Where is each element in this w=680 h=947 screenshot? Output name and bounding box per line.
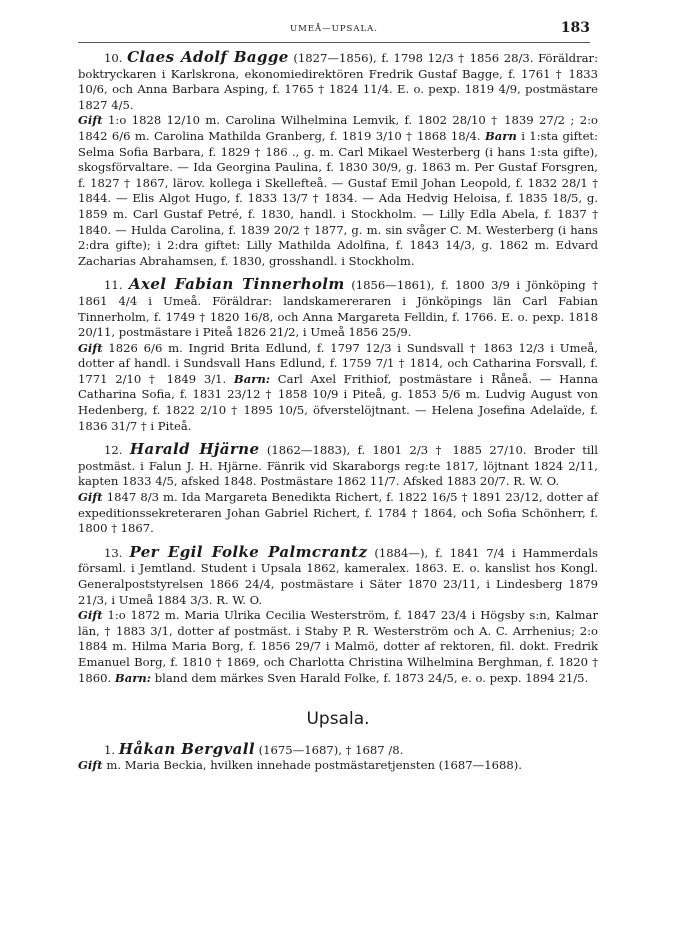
entry-name: Claes Adolf Bagge	[127, 48, 289, 66]
entry-10	[78, 50, 598, 269]
entry-name: Harald Hjärne	[129, 440, 260, 459]
barn-label: Barn:	[233, 371, 271, 386]
page-header	[78, 22, 590, 43]
entry-biography: (1862—1883), f. 1801 2/3 † 1885 27/10. Broder till postmäst. i Falun J. H. Hjärne. Fänrik vid Skaraborgs reg:te 1817, löjtnant 1824 2/11, kapten 1833 4/5, afsked 1848. Postmästare 1862 11/7. Afsked 1883 20/7. R. W. O.	[78, 443, 599, 489]
entry-11	[78, 277, 598, 434]
gift-label: Gift	[78, 490, 103, 505]
page-number: 183	[560, 20, 590, 36]
entry-number: 10.	[104, 51, 123, 65]
running-title: UMEÅ—UPSALA.	[289, 24, 379, 34]
gift-label: Gift	[78, 608, 103, 623]
gift-label: Gift	[78, 758, 103, 773]
gift-text: 1826 6/6 m. Ingrid Brita Edlund, f. 1797 12/3 i Sundsvall † 1863 12/3 i Umeå, dotter af handl. i Sundsvall Hans Edlund, f. 1759 7/1 † 1814, och Catharina Forsvall, f. 1771 2/10 † 1849 3/1.	[78, 340, 598, 386]
gift-text: m. Maria Beckia, hvilken innehade postmästaretjensten (1687—1688).	[102, 758, 522, 773]
entry-name: Per Egil Folke Palmcrantz	[129, 542, 368, 561]
entry-biography: (1856—1861), f. 1800 3/9 i Jönköping † 1861 4/4 i Umeå. Föräldrar: landskamereraren i Jönköpings län Carl Fabian Tinnerholm, f. 1749 † 1820 16/8, och Anna Margareta Felldin, f. 1766. E. o. pexp. 1818 20/11, postmästare i Piteå 1826 21/2, i Umeå 1856 25/9.	[78, 278, 599, 340]
gift-label: Gift	[78, 113, 103, 128]
barn-label: Barn	[485, 128, 517, 143]
entry-number: 11.	[104, 278, 123, 293]
entry-13	[78, 542, 598, 686]
barn-text: bland dem märkes Sven Harald Folke, f. 1873 24/5, e. o. pexp. 1894 21/5.	[151, 670, 589, 685]
entry-number: 1.	[104, 742, 116, 757]
page-body	[78, 50, 598, 782]
entry-12	[78, 442, 598, 537]
barn-text: i 1:sta giftet: Selma Sofia Barbara, f. 1829 † 186 ., g. m. Carl Mikael Westerberg (i hans 1:sta gifte), skogsförvaltare. — Ida Georgina Paulina, f. 1830 30/9, g. 1863 m. Per Gustaf Forsgren, f. 1827 † 1867, lärov. kollega i Skellefteå. — Gustaf Emil Johan Leopold, f. 1832 28/1 † 1844. — Elis Algot Hugo, f. 1833 13/7 † 1834. — Ada Hedvig Heloisa, f. 1835 18/5, g. 1859 m. Carl Gustaf Petré, f. 1830, handl. i Stockholm. — Lilly Edla Abela, f. 1837 † 1840. — Hulda Carolina, f. 1839 20/2 † 1877, g. m. sin svåger C. M. Westerberg (i hans 2:dra gifte); i 2:dra giftet: Lilly Mathilda Adolfina, f. 1843 14/3, g. 1862 m. Edvard Zacharias Abrahamsen, f. 1830, grosshandl. i Stockholm.	[78, 128, 598, 268]
entry-upsala-1	[78, 739, 598, 774]
section-heading: Upsala.	[306, 709, 370, 730]
entry-number: 13.	[104, 545, 123, 560]
entry-number: 12.	[104, 443, 123, 458]
entry-biography: (1675—1687), † 1687 /8.	[254, 742, 404, 757]
gift-text: 1:o 1872 m. Maria Ulrika Cecilia Westerström, f. 1847 23/4 i Högsby s:n, Kalmar län, † 1883 3/1, dotter af postmäst. i Staby P. R. Westerström och A. C. Arrhenius; 2:o 1884 m. Hilma Maria Borg, f. 1856 29/7 i Malmö, dotter af rektoren, fil. dokt. Fredrik Emanuel Borg, f. 1810 † 1869, och Charlotta Christina Wilhelmina Berghman, f. 1820 † 1860.	[78, 608, 598, 685]
gift-text: 1:o 1828 12/10 m. Carolina Wilhelmina Lemvik, f. 1802 28/10 † 1839 27/2 ; 2:o 1842 6/6 m. Carolina Mathilda Granberg, f. 1819 3/10 † 1868 18/4.	[78, 113, 598, 143]
gift-text: 1847 8/3 m. Ida Margareta Benedikta Richert, f. 1822 16/5 † 1891 23/12, dotter af expeditionssekreteraren Johan Gabriel Richert, f. 1784 † 1864, och Sofia Schönherr, f. 1800 † 1867.	[78, 490, 598, 536]
barn-text: Carl Axel Frithiof, postmästare i Råneå. — Hanna Catharina Sofia, f. 1831 23/12 † 1858 10/9 i Piteå, g. 1853 5/6 m. Ludvig August von Hedenberg, f. 1822 2/10 † 1895 10/5, öfverstelöjtnant. — Helena Josefina Adelaïde, f. 1836 31/7 † i Piteå.	[78, 371, 598, 433]
gift-label: Gift	[78, 340, 103, 355]
entry-biography: (1884—), f. 1841 7/4 i Hammerdals församl. i Jemtland. Student i Upsala 1862, kameralex. 1863. E. o. kanslist hos Kongl. Generalpoststyrelsen 1866 24/4, postmästare i Säter 1870 23/11, i Lindesberg 1879 21/3, i Umeå 1884 3/3. R. W. O.	[78, 545, 598, 607]
entry-name: Håkan Bergvall	[118, 739, 255, 758]
entry-biography: (1827—1856), f. 1798 12/3 † 1856 28/3. Föräldrar: boktryckaren i Karlskrona, ekonomiedirektören Fredrik Gustaf Bagge, f. 1761 † 1833 10/6, och Anna Barbara Asping, f. 1765 † 1824 11/4. E. o. pexp. 1819 4/9, postmästare 1827 4/5.	[78, 51, 598, 112]
barn-label: Barn:	[114, 670, 152, 685]
entry-name: Axel Fabian Tinnerholm	[128, 275, 345, 294]
